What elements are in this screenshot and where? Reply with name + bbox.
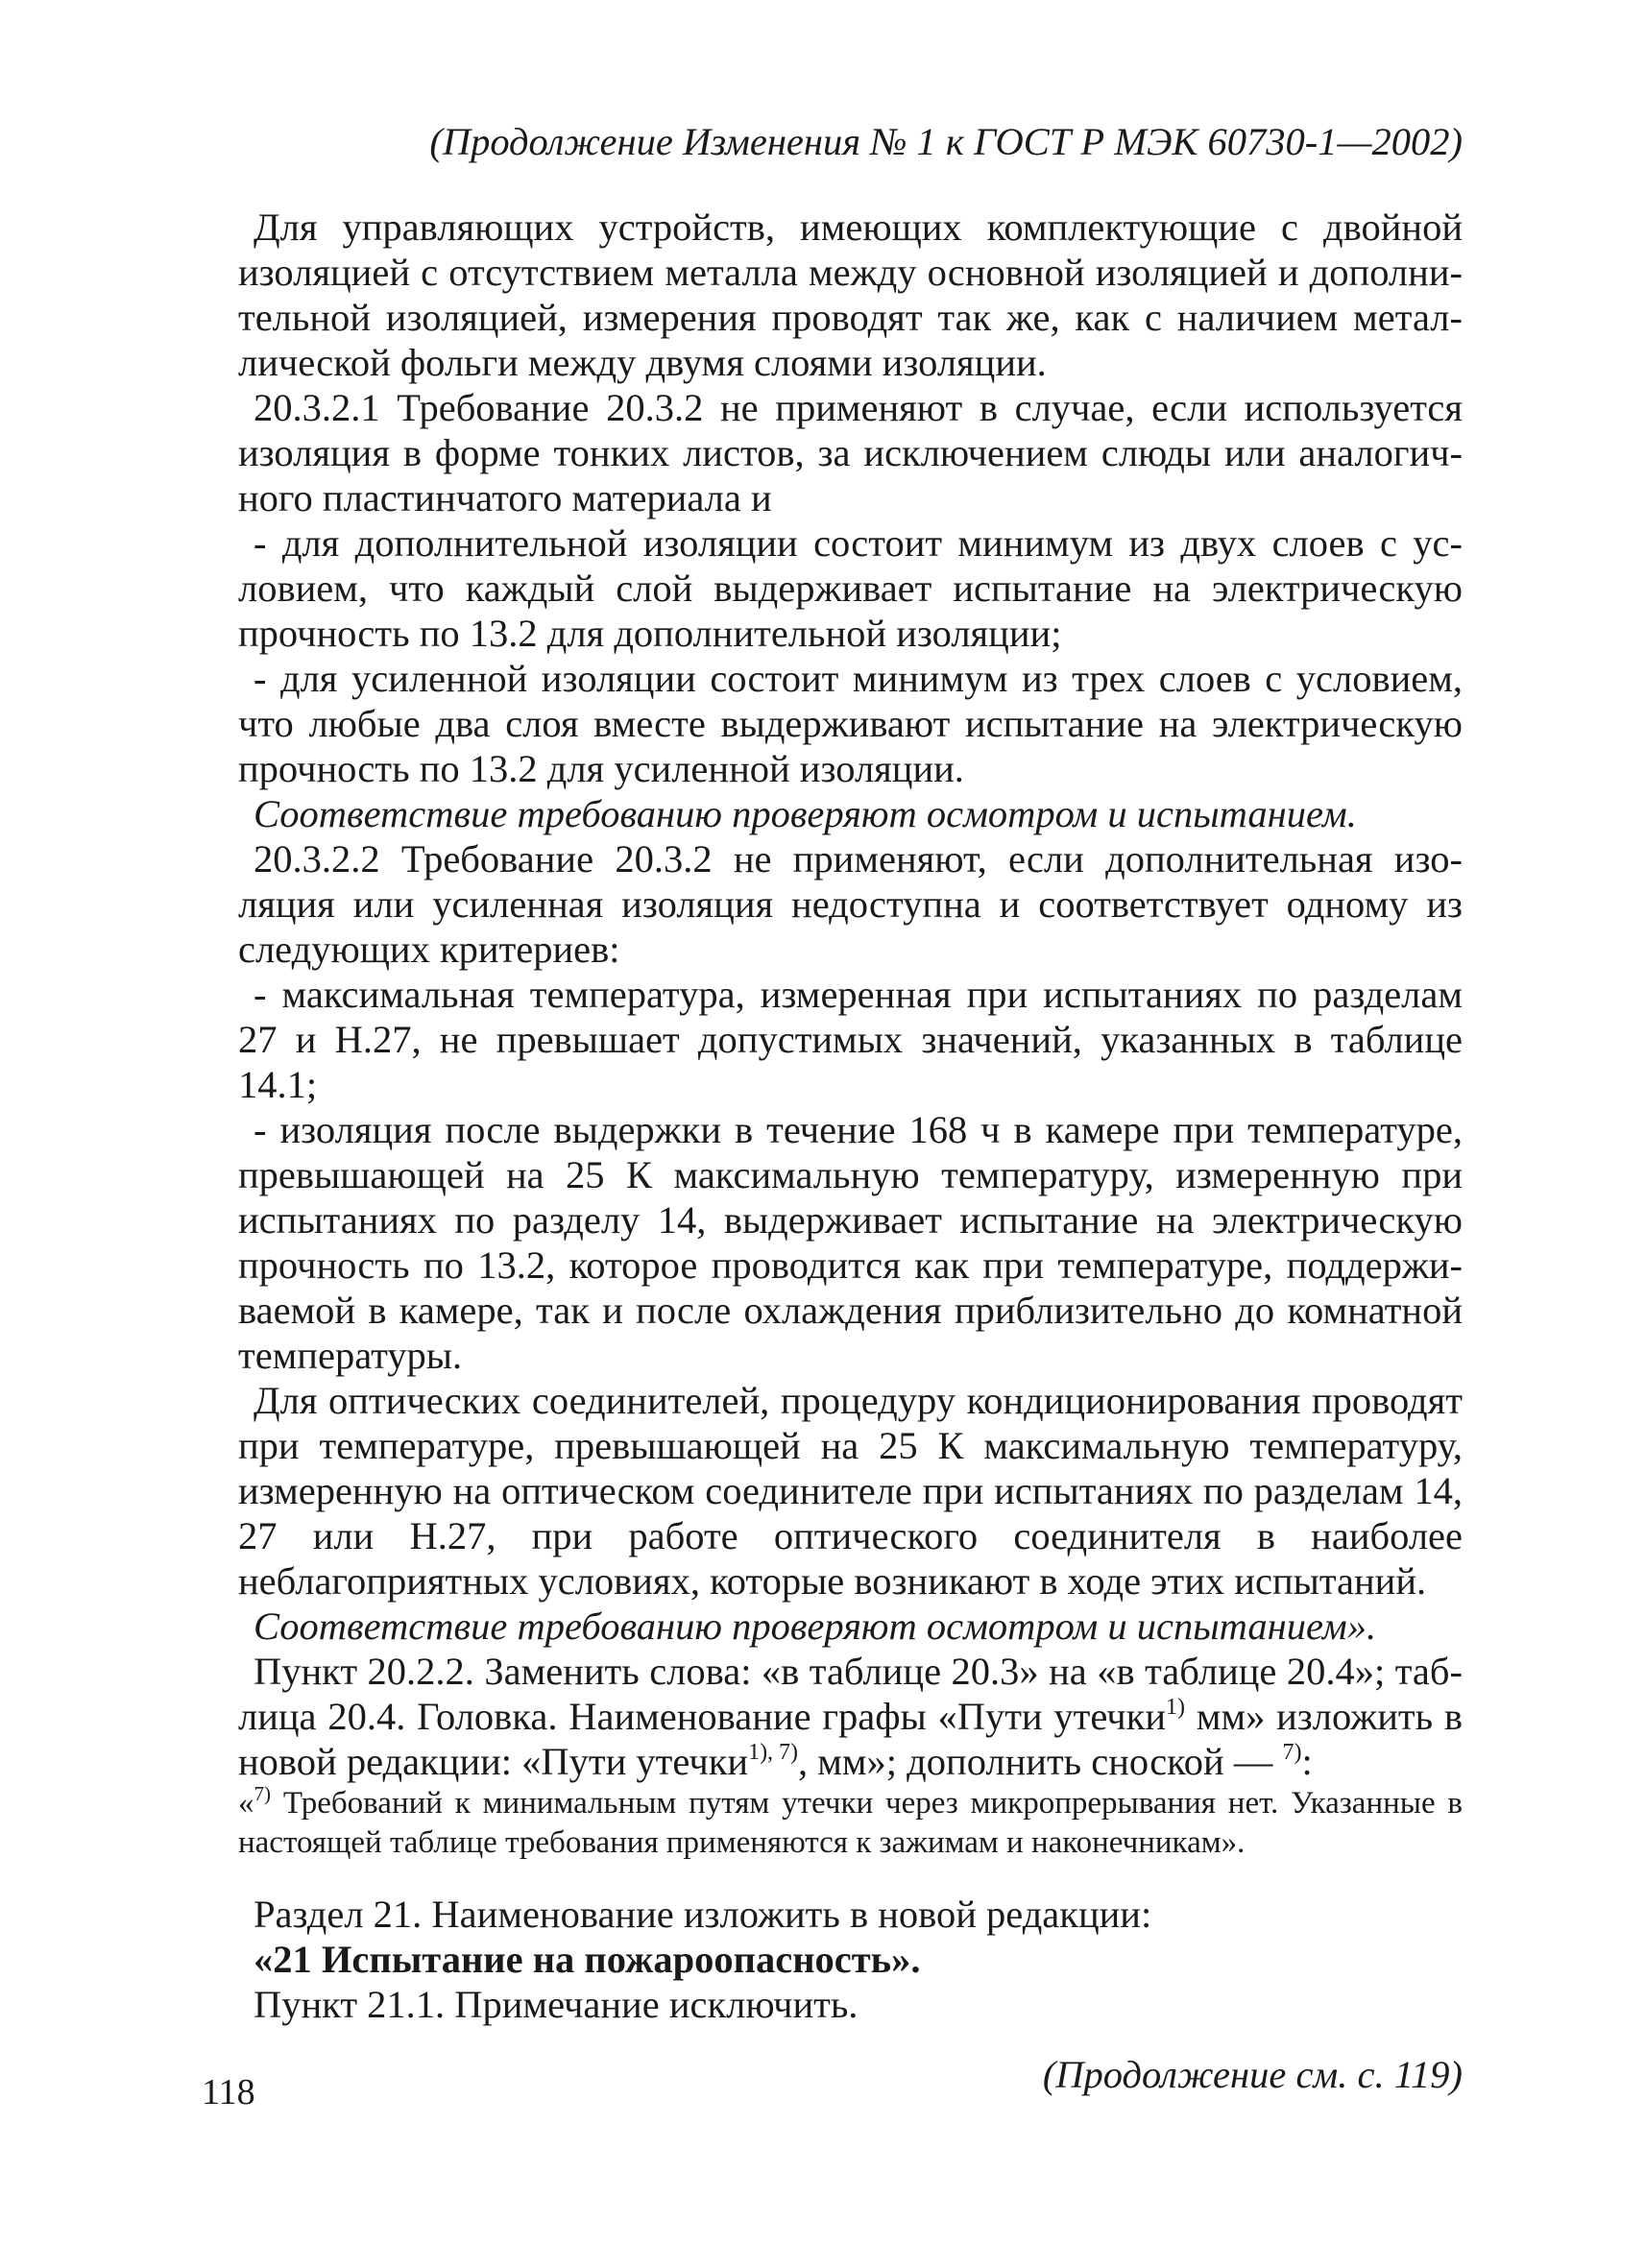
section-21-new-title: «21 Испытание на пожароопасность». bbox=[254, 1938, 921, 1981]
footnote-7 bbox=[238, 1784, 1463, 1863]
footnote-ref-7: 7) bbox=[1282, 1740, 1302, 1765]
continuation-header: (Продолжение Изменения № 1 к ГОСТ Р МЭК 60730-1—2002) bbox=[429, 120, 1463, 163]
footnote-ref-1: 1) bbox=[1166, 1695, 1186, 1720]
paragraph-20-3-2-1: 20.3.2.1 Требование 20.3.2 не применяют в случае, если используется изоляция в форме тонких листов, за исключением слюды или аналогичного пластинчатого материала и bbox=[238, 386, 1463, 519]
footnote-marker-7: 7) bbox=[254, 1782, 271, 1805]
page-number: 118 bbox=[202, 2072, 255, 2112]
continuation-footer: (Продолжение см. с. 119) bbox=[1042, 2053, 1463, 2096]
paragraph-double-insulation: Для управляющих устройств, имеющих комплектующие с двойной изоляцией с отсутствием металла между основной изоляцией и дополнительной изоляцией, измерения проводят так же, как с наличием металлической фольги между двумя слоями изоляции. bbox=[238, 205, 1463, 384]
compliance-note-1: Соответствие требованию проверяют осмотром и испытанием. bbox=[254, 792, 1357, 835]
paragraph-optical-connectors: Для оптических соединителей, процедуру кондиционирования проводят при температуре, превышающей на 25 К максимальную температуру, измеренную на оптическом соединителе при испытаниях по разделам 14, 27 или Н.27, при работе оптического соединителя в наиболее неблагоприятных условиях, которые возникают в ходе этих испытаний. bbox=[238, 1379, 1463, 1603]
section-21-1-instruction: Пункт 21.1. Примечание исключить. bbox=[254, 1983, 859, 2026]
list-item-max-temperature: - максимальная температура, измеренная при испытаниях по разделам 27 и Н.27, не превышает допустимых значений, указанных в таблице 14.1; bbox=[238, 973, 1463, 1106]
list-item-supplementary-insulation: - для дополнительной изоляции состоит минимум из двух слоев с условием, что каждый слой выдерживает испытание на электрическую прочность по 13.2 для дополнительной изоляции; bbox=[238, 521, 1463, 655]
footnote-open-quote: « bbox=[238, 1786, 254, 1821]
amendment-mid-2: , мм»; дополнить сноской — bbox=[798, 1740, 1283, 1783]
paragraph-20-3-2-2: 20.3.2.2 Требование 20.3.2 не применяют, если дополнительная изоляция или усиленная изоляция недоступна и соответствует одному из следующих критериев: bbox=[238, 837, 1463, 971]
compliance-note-2: Соответствие требованию проверяют осмотром и испытанием». bbox=[254, 1604, 1377, 1648]
amendment-20-2-2 bbox=[238, 1649, 1463, 1784]
amendment-mid-1: мм» изложить в новой редакции: «Пути утечки bbox=[238, 1695, 1463, 1783]
section-21-instruction: Раздел 21. Наименование изложить в новой редакции: bbox=[254, 1893, 1152, 1936]
amendment-end: : bbox=[1301, 1740, 1313, 1783]
footnote-ref-1-7: 1), 7) bbox=[748, 1740, 799, 1765]
document-page bbox=[238, 120, 1463, 2097]
list-item-conditioning: - изоляция после выдержки в течение 168 ч в камере при температуре, превышающей на 25 К максимальную температуру, измеренную при испытаниях по разделу 14, выдерживает испытание на электрическую прочность по 13.2, которое проводится как при температуре, поддерживаемой в камере, так и после охлаждения приблизительно до комнатной температуры. bbox=[238, 1108, 1463, 1377]
footnote-text: Требований к минимальным путям утечки через микропрерывания нет. Указанные в настоящей таблице требования применяются к зажимам и наконечникам». bbox=[238, 1786, 1463, 1860]
list-item-reinforced-insulation: - для усиленной изоляции состоит минимум из трех слоев с условием, что любые два слоя вместе выдерживают испытание на электрическую прочность по 13.2 для усиленной изоляции. bbox=[238, 657, 1463, 790]
amendment-intro: Пункт 20.2.2. Заменить слова: «в таблице 20.3» на «в таблице 20.4»; таблица 20.4. Головка. Наименование графы «Пути утечки bbox=[238, 1650, 1463, 1738]
